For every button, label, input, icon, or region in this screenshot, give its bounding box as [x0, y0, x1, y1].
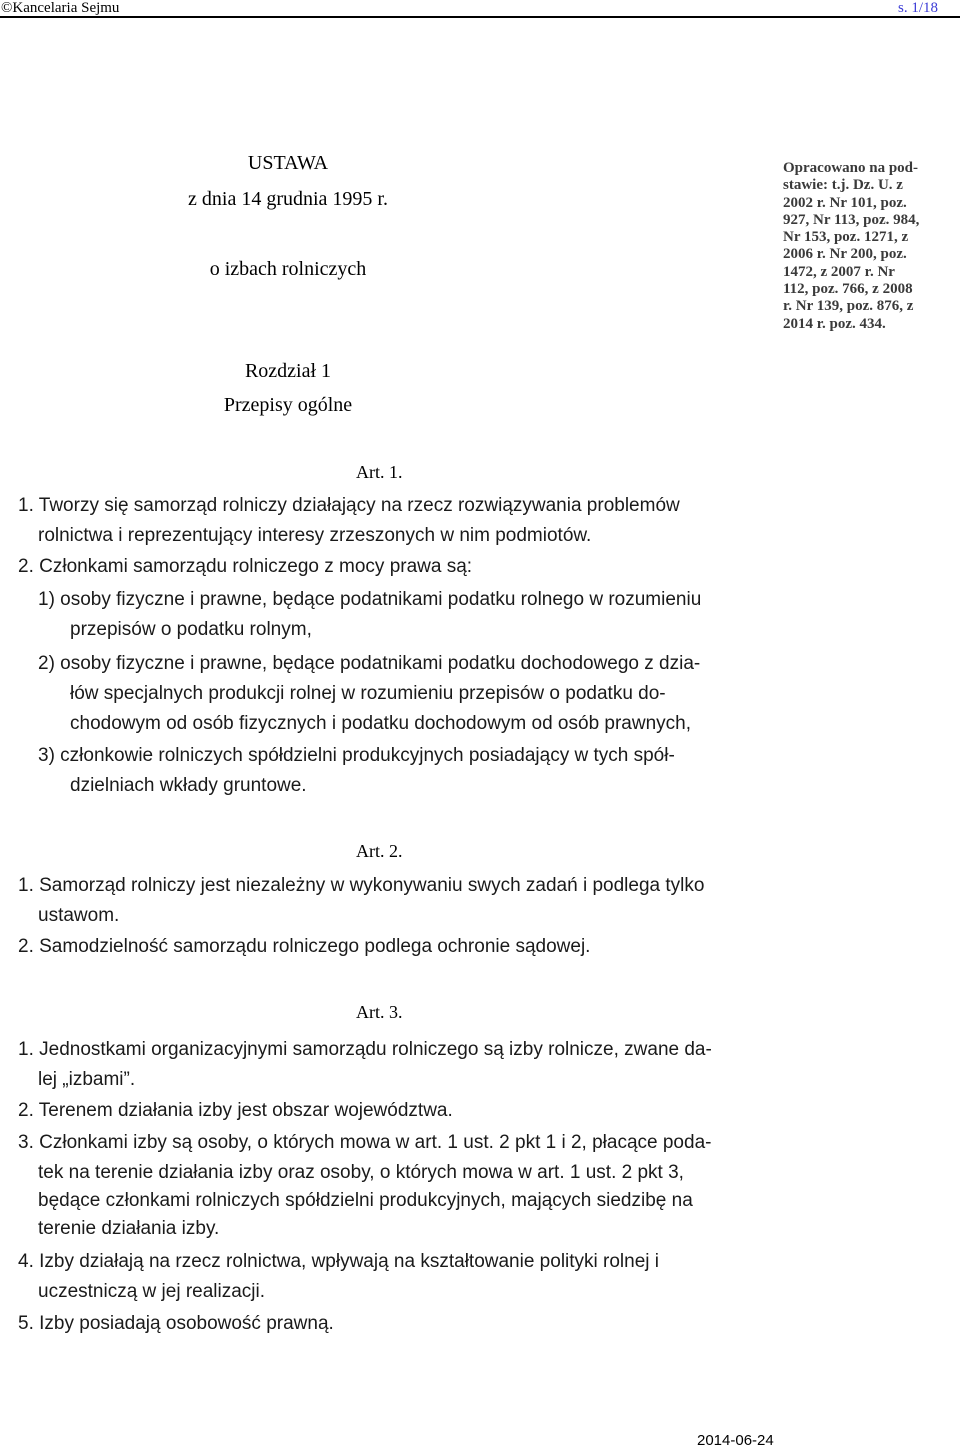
article-3-line: 4. Izby działają na rzecz rolnictwa, wpływają na kształtowanie polityki rolnej i — [18, 1251, 660, 1272]
source-note-line: Nr 153, poz. 1271, z — [783, 229, 909, 246]
article-1-line: 2. Członkami samorządu rolniczego z mocy prawa są: — [18, 556, 473, 577]
article-1-line: chodowym od osób fizycznych i podatku dochodowym od osób prawnych, — [70, 713, 692, 734]
article-3-line: lej „izbami”. — [38, 1069, 136, 1090]
source-note-line: r. Nr 139, poz. 876, z — [783, 298, 914, 315]
article-3-line: terenie działania izby. — [38, 1218, 220, 1239]
article-1-heading: Art. 1. — [356, 462, 403, 482]
article-1-line: 3) członkowie rolniczych spółdzielni produkcyjnych posiadający w tych spół- — [38, 745, 675, 766]
article-2-line: ustawom. — [38, 905, 120, 926]
header-left-text: ©Kancelaria Sejmu — [1, 0, 120, 16]
article-2-heading: Art. 2. — [356, 841, 403, 861]
article-2-line: 1. Samorząd rolniczy jest niezależny w wykonywaniu swych zadań i podlega tylko — [18, 875, 705, 896]
article-1-line: dzielniach wkłady gruntowe. — [70, 775, 307, 796]
act-subject: o izbach rolniczych — [209, 258, 367, 280]
chapter-title: Przepisy ogólne — [223, 394, 353, 416]
article-3-line: będące członkami rolniczych spółdzielni produkcyjnych, mających siedzibę na — [38, 1190, 693, 1211]
publication-date: 2014-06-24 — [697, 1432, 774, 1449]
source-note-line: 2002 r. Nr 101, poz. — [783, 194, 907, 211]
source-note — [783, 160, 960, 333]
source-note-line: 112, poz. 766, z 2008 — [783, 281, 913, 298]
article-1-line: 1. Tworzy się samorząd rolniczy działający na rzecz rozwiązywania problemów — [18, 495, 680, 516]
article-1-line: przepisów o podatku rolnym, — [70, 619, 312, 640]
article-1-line: łów specjalnych produkcji rolnej w rozumieniu przepisów o podatku do- — [70, 683, 666, 704]
source-note-line: Opracowano na pod- — [783, 160, 919, 176]
source-note-line: 927, Nr 113, poz. 984, — [783, 211, 920, 228]
source-note-line: 1472, z 2007 r. Nr — [783, 263, 895, 280]
article-3-line: 2. Terenem działania izby jest obszar województwa. — [18, 1100, 453, 1121]
page-number: s. 1/18 — [898, 0, 939, 16]
act-type: USTAWA — [247, 152, 329, 174]
act-date: z dnia 14 grudnia 1995 r. — [188, 188, 388, 210]
source-note-line: 2014 r. poz. 434. — [783, 315, 886, 332]
article-3-line: 1. Jednostkami organizacyjnymi samorządu rolniczego są izby rolnicze, zwane da- — [18, 1039, 712, 1060]
article-3-line: tek na terenie działania izby oraz osoby, o których mowa w art. 1 ust. 2 pkt 3, — [38, 1162, 684, 1183]
article-1-line: 1) osoby fizyczne i prawne, będące podatnikami podatku rolnego w rozumieniu — [38, 589, 702, 610]
source-note-line: 2006 r. Nr 200, poz. — [783, 246, 907, 263]
article-3-line: uczestniczą w jej realizacji. — [38, 1281, 266, 1302]
header-divider — [0, 16, 960, 18]
article-3-line: 5. Izby posiadają osobowość prawną. — [18, 1313, 334, 1334]
chapter-number: Rozdział 1 — [244, 360, 332, 382]
article-1-line: 2) osoby fizyczne i prawne, będące podatnikami podatku dochodowego z dzia- — [38, 653, 701, 674]
article-1-line: rolnictwa i reprezentujący interesy zrzeszonych w nim podmiotów. — [38, 525, 592, 546]
article-2-line: 2. Samodzielność samorządu rolniczego podlega ochronie sądowej. — [18, 936, 591, 957]
article-3-heading: Art. 3. — [356, 1002, 403, 1022]
source-note-line: stawie: t.j. Dz. U. z — [783, 177, 903, 194]
article-3-line: 3. Członkami izby są osoby, o których mowa w art. 1 ust. 2 pkt 1 i 2, płacące poda- — [18, 1132, 712, 1153]
